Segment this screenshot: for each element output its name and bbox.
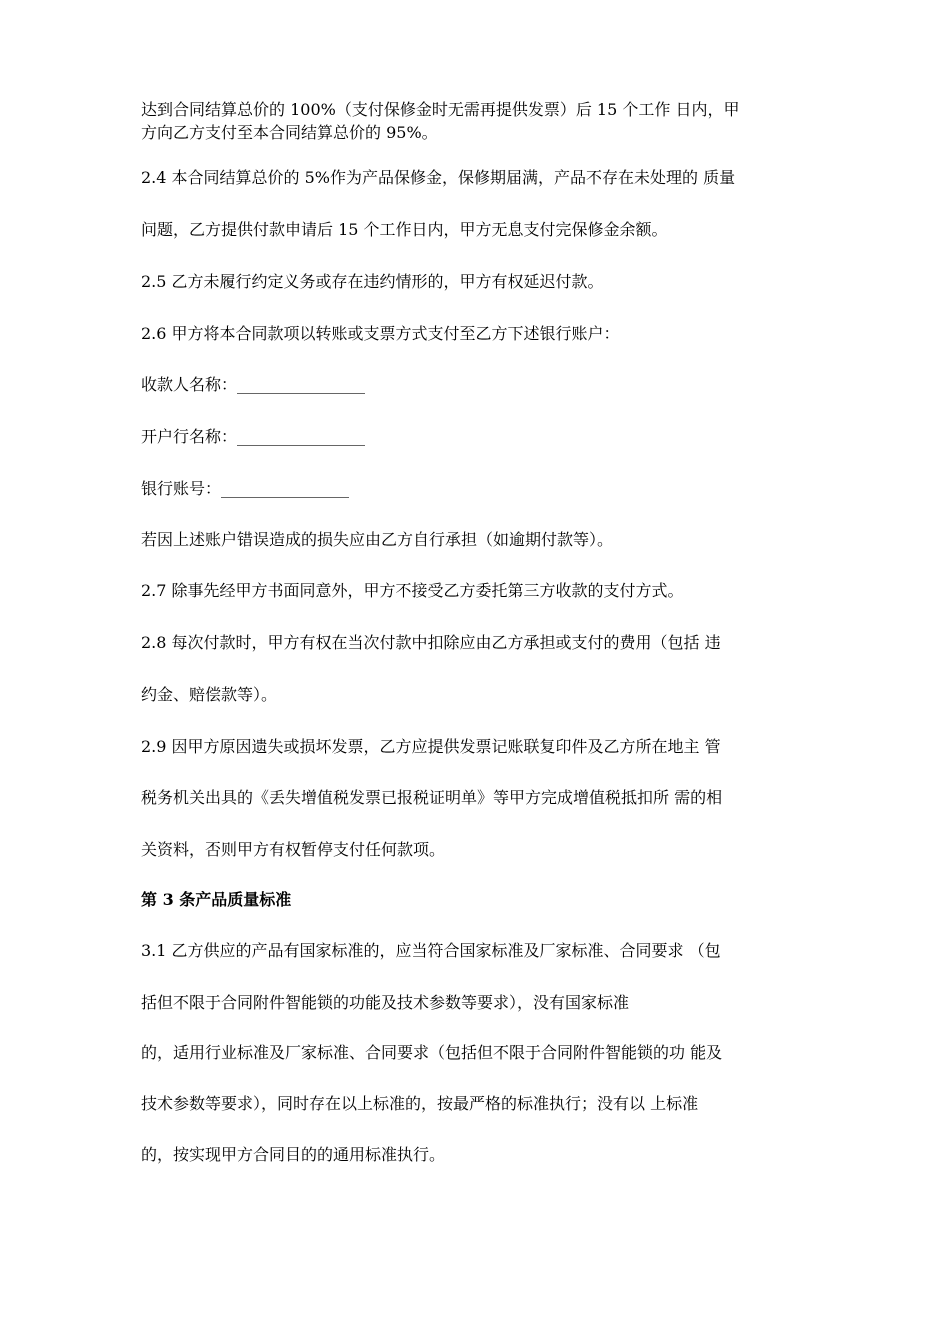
paragraph-line: 若因上述账户错误造成的损失应由乙方自行承担（如逾期付款等）。 xyxy=(141,530,614,549)
paragraph-line: 问题，乙方提供付款申请后 15 个工作日内，甲方无息支付完保修金余额。 xyxy=(141,220,668,239)
paragraph-line: 3.1 乙方供应的产品有国家标准的，应当符合国家标准及厂家标准、合同要求 （包 xyxy=(141,941,721,960)
paragraph-line: 括但不限于合同附件智能锁的功能及技术参数等要求），没有国家标准 xyxy=(141,993,630,1012)
paragraph-line: 税务机关出具的《丢失增值税发票已报税证明单》等甲方完成增值税抵扣所 需的相 xyxy=(141,788,723,807)
paragraph-line: 2.4 本合同结算总价的 5%作为产品保修金，保修期届满，产品不存在未处理的 质量 xyxy=(141,168,736,187)
paragraph-line: 方向乙方支付至本合同结算总价的 95%。 xyxy=(141,123,438,142)
paragraph-line: 的，按实现甲方合同目的的通用标准执行。 xyxy=(141,1145,446,1164)
paragraph-line: 2.5 乙方未履行约定义务或存在违约情形的，甲方有权延迟付款。 xyxy=(141,272,604,291)
paragraph-line: 2.8 每次付款时，甲方有权在当次付款中扣除应由乙方承担或支付的费用（包括 违 xyxy=(141,633,721,652)
paragraph-line: 关资料，否则甲方有权暂停支付任何款项。 xyxy=(141,840,446,859)
paragraph-line: 的，适用行业标准及厂家标准、合同要求（包括但不限于合同附件智能锁的功 能及 xyxy=(141,1043,723,1062)
paragraph-line: 2.6 甲方将本合同款项以转账或支票方式支付至乙方下述银行账户： xyxy=(141,324,620,343)
paragraph-line: 2.9 因甲方原因遗失或损坏发票，乙方应提供发票记账联复印件及乙方所在地主 管 xyxy=(141,737,721,756)
paragraph-line: 技术参数等要求），同时存在以上标准的，按最严格的标准执行；没有以 上标准 xyxy=(141,1094,699,1113)
bank-name-field: 开户行名称：________________ xyxy=(141,427,366,446)
paragraph-line: 达到合同结算总价的 100%（支付保修金时无需再提供发票）后 15 个工作 日内，甲 xyxy=(141,100,740,119)
paragraph-line: 2.7 除事先经甲方书面同意外，甲方不接受乙方委托第三方收款的支付方式。 xyxy=(141,581,684,600)
bank-account-field: 银行账号：________________ xyxy=(141,479,350,498)
payee-name-field: 收款人名称：________________ xyxy=(141,375,366,394)
section-heading: 第 3 条产品质量标准 xyxy=(141,890,292,909)
paragraph-line: 约金、赔偿款等）。 xyxy=(141,685,278,704)
